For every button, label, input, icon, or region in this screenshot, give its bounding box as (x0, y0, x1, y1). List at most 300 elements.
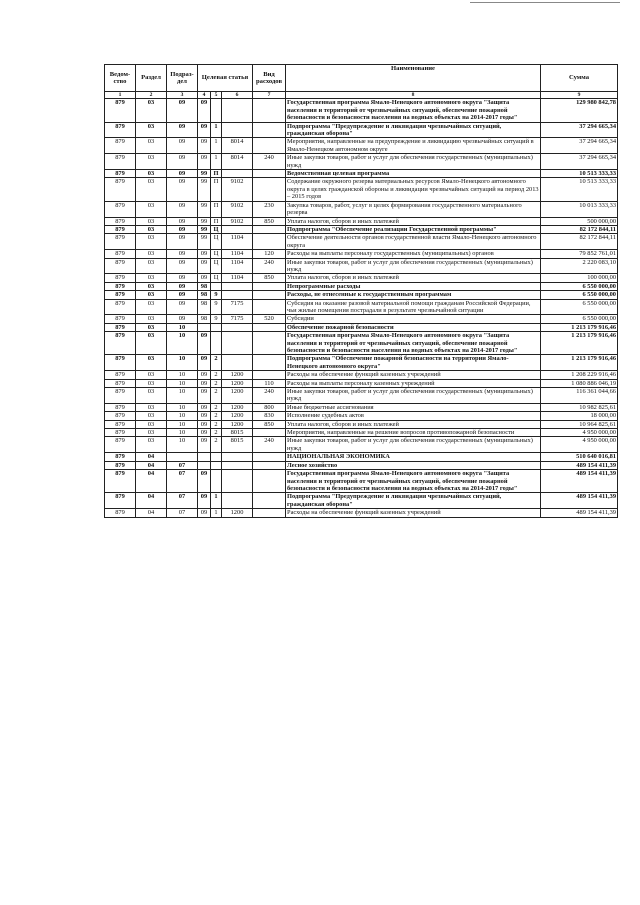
cell-podrazdel: 10 (167, 429, 198, 437)
cell-target-direction: 1200 (222, 420, 253, 428)
cell-target-subprogram: П (211, 170, 222, 178)
header-vedomstvo: Ведом-ство (105, 65, 136, 92)
cell-target-program: 09 (198, 371, 211, 379)
cell-razdel: 03 (136, 429, 167, 437)
cell-razdel: 03 (136, 388, 167, 404)
cell-podrazdel: 09 (167, 99, 198, 122)
cell-target-program: 99 (198, 201, 211, 217)
cell-expense-type (253, 332, 286, 355)
cell-expense-type (253, 138, 286, 154)
cell-target-direction: 8015 (222, 429, 253, 437)
cell-vedomstvo: 879 (105, 379, 136, 387)
cell-target-direction: 9102 (222, 217, 253, 225)
cell-name: Иные закупки товаров, работ и услуг для обеспечения государственных (муниципальных) нужд (286, 154, 541, 170)
cell-sum: 1 208 229 916,46 (541, 371, 618, 379)
cell-target-subprogram: П (211, 178, 222, 201)
table-row (105, 217, 618, 225)
cell-name: Уплата налогов, сборов и иных платежей (286, 217, 541, 225)
cell-podrazdel: 09 (167, 217, 198, 225)
cell-razdel: 03 (136, 323, 167, 331)
cell-razdel: 03 (136, 217, 167, 225)
cell-target-program: 09 (198, 138, 211, 154)
cell-podrazdel: 09 (167, 282, 198, 290)
cell-podrazdel: 09 (167, 170, 198, 178)
table-row (105, 437, 618, 453)
cell-target-subprogram (211, 470, 222, 493)
cell-razdel: 03 (136, 371, 167, 379)
cell-name: Подпрограмма "Предупреждение и ликвидация чрезвычайных ситуаций, гражданская оборона" (286, 493, 541, 509)
cell-expense-type (253, 178, 286, 201)
cell-target-direction (222, 291, 253, 299)
cell-podrazdel: 10 (167, 437, 198, 453)
cell-target-subprogram: 2 (211, 355, 222, 371)
cell-sum: 4 950 000,00 (541, 429, 618, 437)
cell-name: Расходы, не отнесенные к государственным программам (286, 291, 541, 299)
cell-podrazdel: 09 (167, 274, 198, 282)
cell-vedomstvo: 879 (105, 282, 136, 290)
cell-target-program: 98 (198, 282, 211, 290)
table-row (105, 138, 618, 154)
cell-target-direction: 7175 (222, 299, 253, 315)
cell-vedomstvo: 879 (105, 453, 136, 461)
cell-razdel: 03 (136, 299, 167, 315)
cell-target-program: 99 (198, 170, 211, 178)
cell-podrazdel: 10 (167, 332, 198, 355)
cell-podrazdel: 07 (167, 509, 198, 517)
cell-target-program: 09 (198, 122, 211, 138)
cell-podrazdel (167, 453, 198, 461)
cell-razdel: 03 (136, 225, 167, 233)
cell-podrazdel: 10 (167, 323, 198, 331)
budget-table (104, 64, 618, 518)
column-number: 2 (136, 92, 167, 99)
table-row (105, 429, 618, 437)
cell-razdel: 03 (136, 201, 167, 217)
cell-name: Лесное хозяйство (286, 461, 541, 469)
cell-sum: 489 154 411,39 (541, 509, 618, 517)
column-number: 6 (222, 92, 253, 99)
cell-name: Подпрограмма "Обеспечение пожарной безопасности на территории Ямало-Ненецкого автономного округа" (286, 355, 541, 371)
cell-name: Иные закупки товаров, работ и услуг для обеспечения государственных (муниципальных) нужд (286, 258, 541, 274)
cell-target-subprogram: 2 (211, 388, 222, 404)
cell-razdel: 03 (136, 282, 167, 290)
cell-target-program: 09 (198, 258, 211, 274)
cell-vedomstvo: 879 (105, 323, 136, 331)
cell-target-subprogram: 1 (211, 122, 222, 138)
cell-sum: 116 361 044,66 (541, 388, 618, 404)
cell-target-direction (222, 225, 253, 233)
cell-vedomstvo: 879 (105, 170, 136, 178)
cell-sum: 79 852 761,01 (541, 250, 618, 258)
cell-target-direction (222, 470, 253, 493)
cell-razdel: 04 (136, 493, 167, 509)
cell-podrazdel: 10 (167, 355, 198, 371)
cell-target-direction (222, 170, 253, 178)
cell-target-direction: 1200 (222, 371, 253, 379)
cell-expense-type: 230 (253, 201, 286, 217)
cell-razdel: 03 (136, 170, 167, 178)
cell-target-subprogram: 2 (211, 437, 222, 453)
cell-target-subprogram: 2 (211, 429, 222, 437)
cell-target-subprogram: 2 (211, 379, 222, 387)
cell-podrazdel: 07 (167, 461, 198, 469)
cell-sum: 6 550 000,00 (541, 315, 618, 323)
cell-vedomstvo: 879 (105, 154, 136, 170)
cell-name: Государственная программа Ямало-Ненецкого автономного округа "Защита населения и территорий от чрезвычайных ситуаций, обеспечение пожарной безопасности и безопасности населения на водных объектах на 2014-2017 годы" (286, 99, 541, 122)
cell-expense-type: 240 (253, 258, 286, 274)
cell-target-subprogram (211, 99, 222, 122)
cell-target-direction: 9102 (222, 201, 253, 217)
cell-target-subprogram: 1 (211, 509, 222, 517)
cell-razdel: 04 (136, 509, 167, 517)
cell-name: Государственная программа Ямало-Ненецкого автономного округа "Защита населения и территорий от чрезвычайных ситуаций, обеспечение пожарной безопасности и безопасности населения на водных объектах на 2014-2017 годы" (286, 470, 541, 493)
cell-podrazdel: 09 (167, 315, 198, 323)
cell-razdel: 03 (136, 258, 167, 274)
cell-expense-type (253, 299, 286, 315)
table-row (105, 355, 618, 371)
cell-expense-type (253, 225, 286, 233)
cell-target-subprogram: 2 (211, 420, 222, 428)
cell-podrazdel: 10 (167, 420, 198, 428)
header-podrazdel: Подраз-дел (167, 65, 198, 92)
column-number: 7 (253, 92, 286, 99)
cell-vedomstvo: 879 (105, 403, 136, 411)
table-row (105, 170, 618, 178)
cell-expense-type (253, 323, 286, 331)
cell-target-direction: 1200 (222, 379, 253, 387)
column-number: 8 (286, 92, 541, 99)
column-number: 4 (198, 92, 211, 99)
cell-razdel: 03 (136, 99, 167, 122)
cell-razdel: 03 (136, 250, 167, 258)
cell-name: Субсидии (286, 315, 541, 323)
cell-name: Обеспечение пожарной безопасности (286, 323, 541, 331)
cell-podrazdel: 09 (167, 225, 198, 233)
cell-sum: 10 513 333,33 (541, 170, 618, 178)
table-row (105, 178, 618, 201)
cell-vedomstvo: 879 (105, 493, 136, 509)
cell-vedomstvo: 879 (105, 258, 136, 274)
cell-vedomstvo: 879 (105, 315, 136, 323)
table-row (105, 225, 618, 233)
cell-name: Субсидия на оказание разовой материальной помощи гражданам Российской Федерации, чьи жилые помещения пострадали в результате чрезвычайной ситуации (286, 299, 541, 315)
cell-vedomstvo: 879 (105, 420, 136, 428)
cell-razdel: 03 (136, 379, 167, 387)
cell-vedomstvo: 879 (105, 371, 136, 379)
table-row (105, 201, 618, 217)
cell-name: Закупка товаров, работ, услуг в целях формирования государственного материального резерва (286, 201, 541, 217)
cell-expense-type: 520 (253, 315, 286, 323)
table-row (105, 250, 618, 258)
cell-target-direction: 1104 (222, 250, 253, 258)
header-tselevaya-statya: Целевая статья (198, 65, 253, 92)
cell-vedomstvo: 879 (105, 250, 136, 258)
cell-razdel: 03 (136, 122, 167, 138)
cell-target-direction: 8015 (222, 437, 253, 453)
cell-name: Ведомственная целевая программа (286, 170, 541, 178)
cell-target-program: 99 (198, 225, 211, 233)
cell-razdel: 03 (136, 403, 167, 411)
cell-expense-type (253, 355, 286, 371)
cell-target-subprogram: 1 (211, 154, 222, 170)
cell-podrazdel: 10 (167, 371, 198, 379)
cell-sum: 37 294 665,34 (541, 138, 618, 154)
cell-expense-type: 240 (253, 388, 286, 404)
cell-target-program: 09 (198, 429, 211, 437)
cell-razdel: 03 (136, 412, 167, 420)
cell-target-subprogram: Ц (211, 274, 222, 282)
cell-podrazdel: 09 (167, 122, 198, 138)
cell-target-program: 09 (198, 493, 211, 509)
cell-podrazdel: 09 (167, 291, 198, 299)
header-vid-raskhodov: Вид расходов (253, 65, 286, 92)
cell-podrazdel: 09 (167, 258, 198, 274)
cell-target-subprogram (211, 323, 222, 331)
column-number: 9 (541, 92, 618, 99)
cell-sum: 10 513 333,33 (541, 178, 618, 201)
cell-podrazdel: 10 (167, 388, 198, 404)
table-row (105, 282, 618, 290)
table-row (105, 154, 618, 170)
cell-vedomstvo: 879 (105, 509, 136, 517)
cell-target-subprogram: П (211, 201, 222, 217)
table-row (105, 453, 618, 461)
column-number: 3 (167, 92, 198, 99)
cell-target-subprogram: 1 (211, 493, 222, 509)
budget-table-body (105, 99, 618, 517)
cell-name: Непрограммные расходы (286, 282, 541, 290)
cell-sum: 6 550 000,00 (541, 299, 618, 315)
cell-target-program: 09 (198, 355, 211, 371)
cell-name: Исполнение судебных актов (286, 412, 541, 420)
cell-target-subprogram: 1 (211, 138, 222, 154)
cell-target-direction (222, 461, 253, 469)
cell-sum: 489 154 411,39 (541, 461, 618, 469)
cell-sum: 4 950 000,00 (541, 437, 618, 453)
cell-sum: 489 154 411,39 (541, 493, 618, 509)
cell-target-subprogram (211, 453, 222, 461)
cell-expense-type (253, 509, 286, 517)
cell-target-program: 09 (198, 388, 211, 404)
cell-podrazdel: 07 (167, 470, 198, 493)
cell-podrazdel: 09 (167, 299, 198, 315)
cell-vedomstvo: 879 (105, 332, 136, 355)
column-number: 1 (105, 92, 136, 99)
cell-expense-type (253, 99, 286, 122)
cell-vedomstvo: 879 (105, 138, 136, 154)
cell-podrazdel: 09 (167, 138, 198, 154)
cell-target-direction: 7175 (222, 315, 253, 323)
cell-expense-type: 240 (253, 154, 286, 170)
table-row (105, 332, 618, 355)
cell-podrazdel: 09 (167, 154, 198, 170)
cell-sum: 6 550 000,00 (541, 291, 618, 299)
cell-target-direction: 1200 (222, 412, 253, 420)
cell-target-subprogram: Ц (211, 258, 222, 274)
cell-target-program: 09 (198, 403, 211, 411)
table-row (105, 420, 618, 428)
cell-target-program (198, 461, 211, 469)
cell-name: Подпрограмма "Обеспечение реализации Государственной программы" (286, 225, 541, 233)
cell-target-subprogram: 2 (211, 403, 222, 411)
cell-target-subprogram (211, 461, 222, 469)
cell-target-direction (222, 332, 253, 355)
cell-target-direction: 1104 (222, 258, 253, 274)
cell-razdel: 03 (136, 138, 167, 154)
cell-target-program: 09 (198, 420, 211, 428)
cell-target-program (198, 323, 211, 331)
cell-expense-type: 850 (253, 274, 286, 282)
scan-edge-line (470, 2, 620, 3)
table-row (105, 323, 618, 331)
cell-name: Подпрограмма "Предупреждение и ликвидация чрезвычайных ситуаций, гражданская оборона" (286, 122, 541, 138)
cell-razdel: 03 (136, 420, 167, 428)
cell-sum: 82 172 844,11 (541, 234, 618, 250)
cell-sum: 10 964 825,61 (541, 420, 618, 428)
cell-expense-type: 120 (253, 250, 286, 258)
cell-expense-type: 240 (253, 437, 286, 453)
cell-target-subprogram: 2 (211, 371, 222, 379)
cell-target-direction: 8014 (222, 138, 253, 154)
cell-target-subprogram: Ц (211, 234, 222, 250)
cell-target-subprogram: Ц (211, 225, 222, 233)
cell-name: Расходы на выплаты персоналу казенных учреждений (286, 379, 541, 387)
cell-target-program (198, 453, 211, 461)
cell-sum: 82 172 844,11 (541, 225, 618, 233)
cell-target-direction: 1200 (222, 509, 253, 517)
cell-target-subprogram: 2 (211, 412, 222, 420)
cell-target-program: 99 (198, 234, 211, 250)
cell-vedomstvo: 879 (105, 201, 136, 217)
cell-sum: 18 000,00 (541, 412, 618, 420)
cell-expense-type (253, 371, 286, 379)
cell-expense-type (253, 429, 286, 437)
cell-expense-type: 110 (253, 379, 286, 387)
cell-target-program: 98 (198, 315, 211, 323)
cell-podrazdel: 07 (167, 493, 198, 509)
table-row (105, 258, 618, 274)
cell-target-direction (222, 493, 253, 509)
cell-target-direction: 1200 (222, 388, 253, 404)
cell-sum: 510 640 016,81 (541, 453, 618, 461)
cell-target-program: 09 (198, 379, 211, 387)
cell-name: Уплата налогов, сборов и иных платежей (286, 274, 541, 282)
cell-target-program: 09 (198, 99, 211, 122)
cell-vedomstvo: 879 (105, 461, 136, 469)
cell-target-program: 09 (198, 154, 211, 170)
table-row (105, 412, 618, 420)
cell-name: Мероприятия, направленные на предупреждение и ликвидацию чрезвычайных ситуаций в Ямало-Ненецком автономном округе (286, 138, 541, 154)
cell-name: Расходы на выплаты персоналу государственных (муниципальных) органов (286, 250, 541, 258)
cell-name: Содержание окружного резерва материальных ресурсов Ямало-Ненецкого автономного округа в целях гражданской обороны и ликвидации чрезвычайных ситуаций на период 2013 – 2015 годов (287, 178, 539, 201)
cell-target-direction: 1104 (222, 234, 253, 250)
cell-razdel: 03 (136, 274, 167, 282)
cell-sum: 37 294 665,34 (541, 154, 618, 170)
cell-razdel: 03 (136, 154, 167, 170)
cell-podrazdel: 09 (167, 201, 198, 217)
table-row (105, 509, 618, 517)
table-row (105, 315, 618, 323)
cell-vedomstvo: 879 (105, 291, 136, 299)
cell-vedomstvo: 879 (105, 99, 136, 122)
cell-razdel: 04 (136, 453, 167, 461)
table-row (105, 403, 618, 411)
cell-razdel: 03 (136, 332, 167, 355)
cell-sum: 1 213 179 916,46 (541, 323, 618, 331)
cell-podrazdel: 09 (167, 250, 198, 258)
cell-name: Расходы на обеспечение функций казенных учреждений (286, 371, 541, 379)
cell-razdel: 03 (136, 234, 167, 250)
cell-expense-type (253, 122, 286, 138)
cell-sum: 10 982 825,61 (541, 403, 618, 411)
column-number: 5 (211, 92, 222, 99)
cell-name: Иные бюджетные ассигнования (286, 403, 541, 411)
table-row (105, 388, 618, 404)
table-row (105, 371, 618, 379)
table-row (105, 379, 618, 387)
cell-target-program: 99 (198, 217, 211, 225)
cell-sum: 489 154 411,39 (541, 470, 618, 493)
cell-target-subprogram: 9 (211, 299, 222, 315)
cell-name: НАЦИОНАЛЬНАЯ ЭКОНОМИКА (286, 453, 541, 461)
cell-target-direction (222, 122, 253, 138)
cell-target-program: 98 (198, 291, 211, 299)
table-header-row (105, 65, 618, 92)
cell-razdel: 03 (136, 291, 167, 299)
cell-target-subprogram: Ц (211, 250, 222, 258)
cell-expense-type (253, 493, 286, 509)
cell-razdel: 03 (136, 178, 167, 201)
cell-target-subprogram: П (211, 217, 222, 225)
cell-target-direction (222, 323, 253, 331)
table-row (105, 299, 618, 315)
cell-sum: 1 213 179 916,46 (541, 355, 618, 371)
cell-sum: 129 980 842,78 (541, 99, 618, 122)
cell-sum: 6 550 000,00 (541, 282, 618, 290)
table-row (105, 470, 618, 493)
cell-vedomstvo: 879 (105, 178, 136, 201)
cell-target-program: 09 (198, 437, 211, 453)
cell-vedomstvo: 879 (105, 437, 136, 453)
cell-vedomstvo: 879 (105, 225, 136, 233)
cell-name: Обеспечение деятельности органов государственной власти Ямало-Ненецкого автономного округа (286, 234, 541, 250)
table-row (105, 291, 618, 299)
cell-target-subprogram: 9 (211, 291, 222, 299)
cell-expense-type: 850 (253, 420, 286, 428)
cell-razdel: 03 (136, 315, 167, 323)
cell-target-subprogram (211, 282, 222, 290)
table-row (105, 493, 618, 509)
cell-expense-type (253, 282, 286, 290)
cell-expense-type: 800 (253, 403, 286, 411)
cell-vedomstvo: 879 (105, 355, 136, 371)
cell-target-program: 09 (198, 274, 211, 282)
cell-vedomstvo: 879 (105, 217, 136, 225)
cell-podrazdel: 10 (167, 403, 198, 411)
cell-expense-type (253, 234, 286, 250)
table-row (105, 461, 618, 469)
cell-name: Иные закупки товаров, работ и услуг для обеспечения государственных (муниципальных) нужд (286, 437, 541, 453)
cell-podrazdel: 10 (167, 412, 198, 420)
cell-name: Уплата налогов, сборов и иных платежей (286, 420, 541, 428)
cell-target-program: 99 (198, 178, 211, 201)
cell-target-direction: 1104 (222, 274, 253, 282)
cell-vedomstvo: 879 (105, 299, 136, 315)
header-razdel: Раздел (136, 65, 167, 92)
cell-podrazdel: 10 (167, 379, 198, 387)
cell-podrazdel: 09 (167, 234, 198, 250)
cell-expense-type (253, 291, 286, 299)
